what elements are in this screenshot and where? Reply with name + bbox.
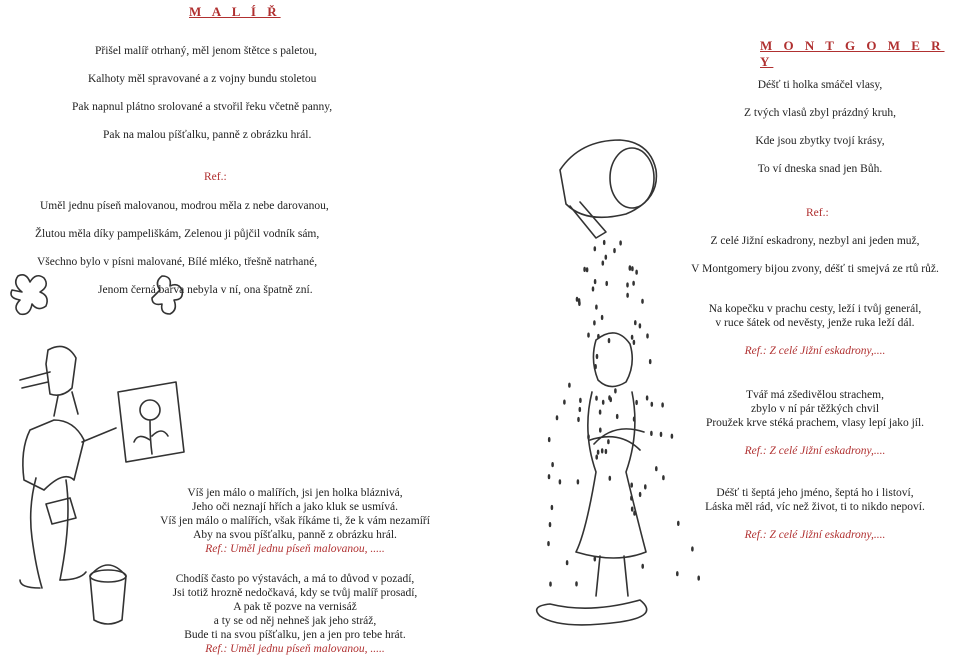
rain-drop xyxy=(650,431,653,436)
rain-drop xyxy=(586,267,589,272)
right-verse1-line-1: Déšť ti holka smáčel vlasy, xyxy=(757,79,883,91)
rain-drop xyxy=(575,581,578,586)
rain-drop xyxy=(599,428,602,433)
rain-drop xyxy=(587,333,590,338)
right-verse1 xyxy=(690,78,950,176)
rain-drop xyxy=(677,521,680,526)
rain-drop xyxy=(626,293,629,298)
rain-drop xyxy=(633,511,636,516)
rain-drop xyxy=(563,400,566,405)
left-verse1-line-4: Pak na malou píšťalku, panně z obrázku hrál. xyxy=(103,129,312,141)
left-verse1-line-3: Pak napnul plátno srolované a stvořil řeku včetně panny, xyxy=(72,101,333,113)
right-refrain xyxy=(670,234,960,276)
rain-drop xyxy=(641,299,644,304)
rain-drop xyxy=(641,564,644,569)
left-verse2-line-4: Aby na svou píšťalku, panně z obrázku hrál. xyxy=(193,529,397,541)
rain-drop xyxy=(587,434,590,439)
left-verse3-line-2: Jsi totiž hrozně nedočkavá, kdy se tvůj malíř prosadí, xyxy=(172,587,418,599)
rain-drop xyxy=(594,364,597,369)
right-verse2-line-1: Na kopečku v prachu cesty, leží i tvůj generál, xyxy=(708,303,922,315)
right-refrain-line-1: Z celé Jižní eskadrony, nezbyl ani jeden muž, xyxy=(710,235,920,247)
rain-drop xyxy=(629,265,632,270)
rain-drop xyxy=(594,279,597,284)
rain-drop xyxy=(597,450,600,455)
canvas-with-flower-icon xyxy=(118,382,184,462)
left-verse3-line-3: A pak tě pozve na vernisáž xyxy=(233,601,357,613)
rain-drop xyxy=(576,297,579,302)
rain-drop xyxy=(579,407,582,412)
bucket-icon xyxy=(90,565,126,624)
rain-drop xyxy=(616,414,619,419)
right-verse1-line-2: Z tvých vlasů zbyl prázdný kruh, xyxy=(743,107,896,119)
rain-drop xyxy=(631,507,634,512)
rain-drop xyxy=(646,333,649,338)
rain-drop xyxy=(592,286,595,291)
rain-drop xyxy=(633,417,636,422)
rain-drop xyxy=(697,576,700,581)
rain-drop xyxy=(649,359,652,364)
rain-drop xyxy=(559,479,562,484)
rain-drop xyxy=(568,383,571,388)
right-verse2 xyxy=(680,302,950,330)
left-verse1-line-2: Kalhoty měl spravované a z vojny bundu stoletou xyxy=(88,73,317,85)
rain-drop xyxy=(547,541,550,546)
rain-drop xyxy=(594,556,597,561)
rain-drop xyxy=(607,439,610,444)
rain-drop xyxy=(608,338,611,343)
rain-drop xyxy=(631,266,634,271)
right-verse3-line-2: zbylo v ní pár těžkých chvil xyxy=(750,403,880,415)
rain-drop xyxy=(549,582,552,587)
left-refrain-line-2: Žlutou měla díky pampeliškám, Zelenou ji půjčil vodník sám, xyxy=(35,228,320,240)
left-refrain-line-4: Jenom černá barva nebyla v ní, ona špatně zní. xyxy=(98,284,313,296)
rain-drop xyxy=(608,395,611,400)
rain-drop xyxy=(646,395,649,400)
rain-drop xyxy=(676,571,679,576)
rain-drop xyxy=(599,410,602,415)
rain-drop xyxy=(549,522,552,527)
left-verse2-line-1: Víš jen málo o malířích, jsi jen holka bláznivá, xyxy=(187,487,403,499)
rain-drop xyxy=(614,388,617,393)
rain-drop xyxy=(662,475,665,480)
rain-drops xyxy=(547,240,700,587)
rain-drop xyxy=(597,334,600,339)
rain-drop xyxy=(619,240,622,245)
rain-drop xyxy=(579,398,582,403)
rain-drop xyxy=(595,455,598,460)
rain-drop xyxy=(551,505,554,510)
rain-drop xyxy=(603,240,606,245)
rain-drop xyxy=(639,323,642,328)
rain-drop xyxy=(577,479,580,484)
painter-with-canvas-illustration xyxy=(20,346,116,588)
rain-drop xyxy=(548,474,551,479)
right-verse1-line-4: To ví dneska snad jen Bůh. xyxy=(757,163,883,175)
left-verse3-line-5: Bude ti na svou píšťalku, jen a jen pro tebe hrát. xyxy=(184,629,406,641)
rain-drop xyxy=(551,462,554,467)
rain-drop xyxy=(605,255,608,260)
rain-drop xyxy=(595,396,598,401)
left-verse1-line-1: Přišel malíř otrhaný, měl jenom štětce s paletou, xyxy=(95,45,317,57)
left-refrain-line-1: Uměl jednu píseň malovanou, modrou měla z nebe darovanou, xyxy=(40,200,329,212)
rain-drop xyxy=(635,270,638,275)
rain-drop xyxy=(583,267,586,272)
right-verse4-line-1: Déšť ti šeptá jeho jméno, šeptá ho i listoví, xyxy=(716,487,914,499)
rain-drop xyxy=(633,340,636,345)
left-song-title: M A L Í Ř xyxy=(189,4,281,19)
left-ref-repeat-2: Ref.: Uměl jednu píseň malovanou, ..... xyxy=(205,643,385,655)
watering-can-icon xyxy=(560,140,656,238)
rain-drop xyxy=(644,484,647,489)
rain-drop xyxy=(595,305,598,310)
rain-drop xyxy=(602,261,605,266)
rain-drop xyxy=(631,335,634,340)
right-verse3-line-3: Proužek krve stéká prachem, vlasy lepí jako jíl. xyxy=(705,417,925,429)
rain-drop xyxy=(651,402,654,407)
left-verse3-line-1: Chodíš často po výstavách, a má to důvod v pozadí, xyxy=(175,573,415,585)
rain-drop xyxy=(594,246,597,251)
rain-drop xyxy=(548,437,551,442)
right-verse4-line-2: Láska měl rád, víc než život, ti to nikdo nepoví. xyxy=(705,501,925,513)
rain-drop xyxy=(556,415,559,420)
right-ref-repeat-1: Ref.: Z celé Jižní eskadrony,.... xyxy=(744,345,886,357)
rain-drop xyxy=(566,560,569,565)
right-verse4 xyxy=(680,486,950,514)
right-verse3-line-1: Tvář má zšedivělou strachem, xyxy=(746,389,884,401)
rain-drop xyxy=(691,546,694,551)
left-verse3 xyxy=(130,572,460,656)
rain-drop xyxy=(630,496,633,501)
right-verse1-line-3: Kde jsou zbytky tvojí krásy, xyxy=(755,135,885,147)
rain-drop xyxy=(626,282,629,287)
rain-drop xyxy=(632,281,635,286)
right-ref-repeat-3: Ref.: Z celé Jižní eskadrony,.... xyxy=(744,529,886,541)
rain-drop xyxy=(602,400,605,405)
rain-drop xyxy=(605,449,608,454)
right-verse2-line-2: v ruce šátek od nevěsty, jenže ruka leží dál. xyxy=(715,317,915,329)
rain-drop xyxy=(605,281,608,286)
right-song-title: M O N T G O M E R Y xyxy=(760,38,945,69)
rain-drop xyxy=(671,434,674,439)
rain-drop xyxy=(613,248,616,253)
rain-drop xyxy=(661,402,664,407)
rain-drop xyxy=(593,320,596,325)
rain-drop xyxy=(596,354,599,359)
left-refrain-line-3: Všechno bylo v písni malované, Bílé mléko, třešně natrhané, xyxy=(37,256,318,268)
right-ref-label: Ref.: xyxy=(806,207,829,219)
rain-drop xyxy=(634,320,637,325)
rain-drop xyxy=(639,492,642,497)
rain-drop xyxy=(630,483,633,488)
rain-drop xyxy=(660,432,663,437)
left-verse3-line-4: a ty se od něj nehneš jak jeho stráž, xyxy=(213,615,377,627)
right-ref-repeat-2: Ref.: Z celé Jižní eskadrony,.... xyxy=(744,445,886,457)
rain-drop xyxy=(635,400,638,405)
left-verse2-line-2: Jeho oči neznají hřích a jako kluk se usmívá. xyxy=(192,501,398,513)
rain-drop xyxy=(577,417,580,422)
left-ref-repeat-1: Ref.: Uměl jednu píseň malovanou, ..... xyxy=(205,543,385,555)
rain-drop xyxy=(609,476,612,481)
girl-in-rain-illustration xyxy=(537,333,647,625)
rain-drop xyxy=(601,315,604,320)
right-refrain-line-2: V Montgomery bijou zvony, déšť ti smejvá ze rtů růž. xyxy=(691,263,939,275)
left-verse2-line-3: Víš jen málo o malířích, však říkáme ti, že k vám nezamíří xyxy=(160,515,430,527)
rain-drop xyxy=(655,466,658,471)
left-ref-label: Ref.: xyxy=(204,171,227,183)
left-verse2 xyxy=(130,486,460,556)
right-verse3 xyxy=(680,388,950,430)
rain-drop xyxy=(601,448,604,453)
